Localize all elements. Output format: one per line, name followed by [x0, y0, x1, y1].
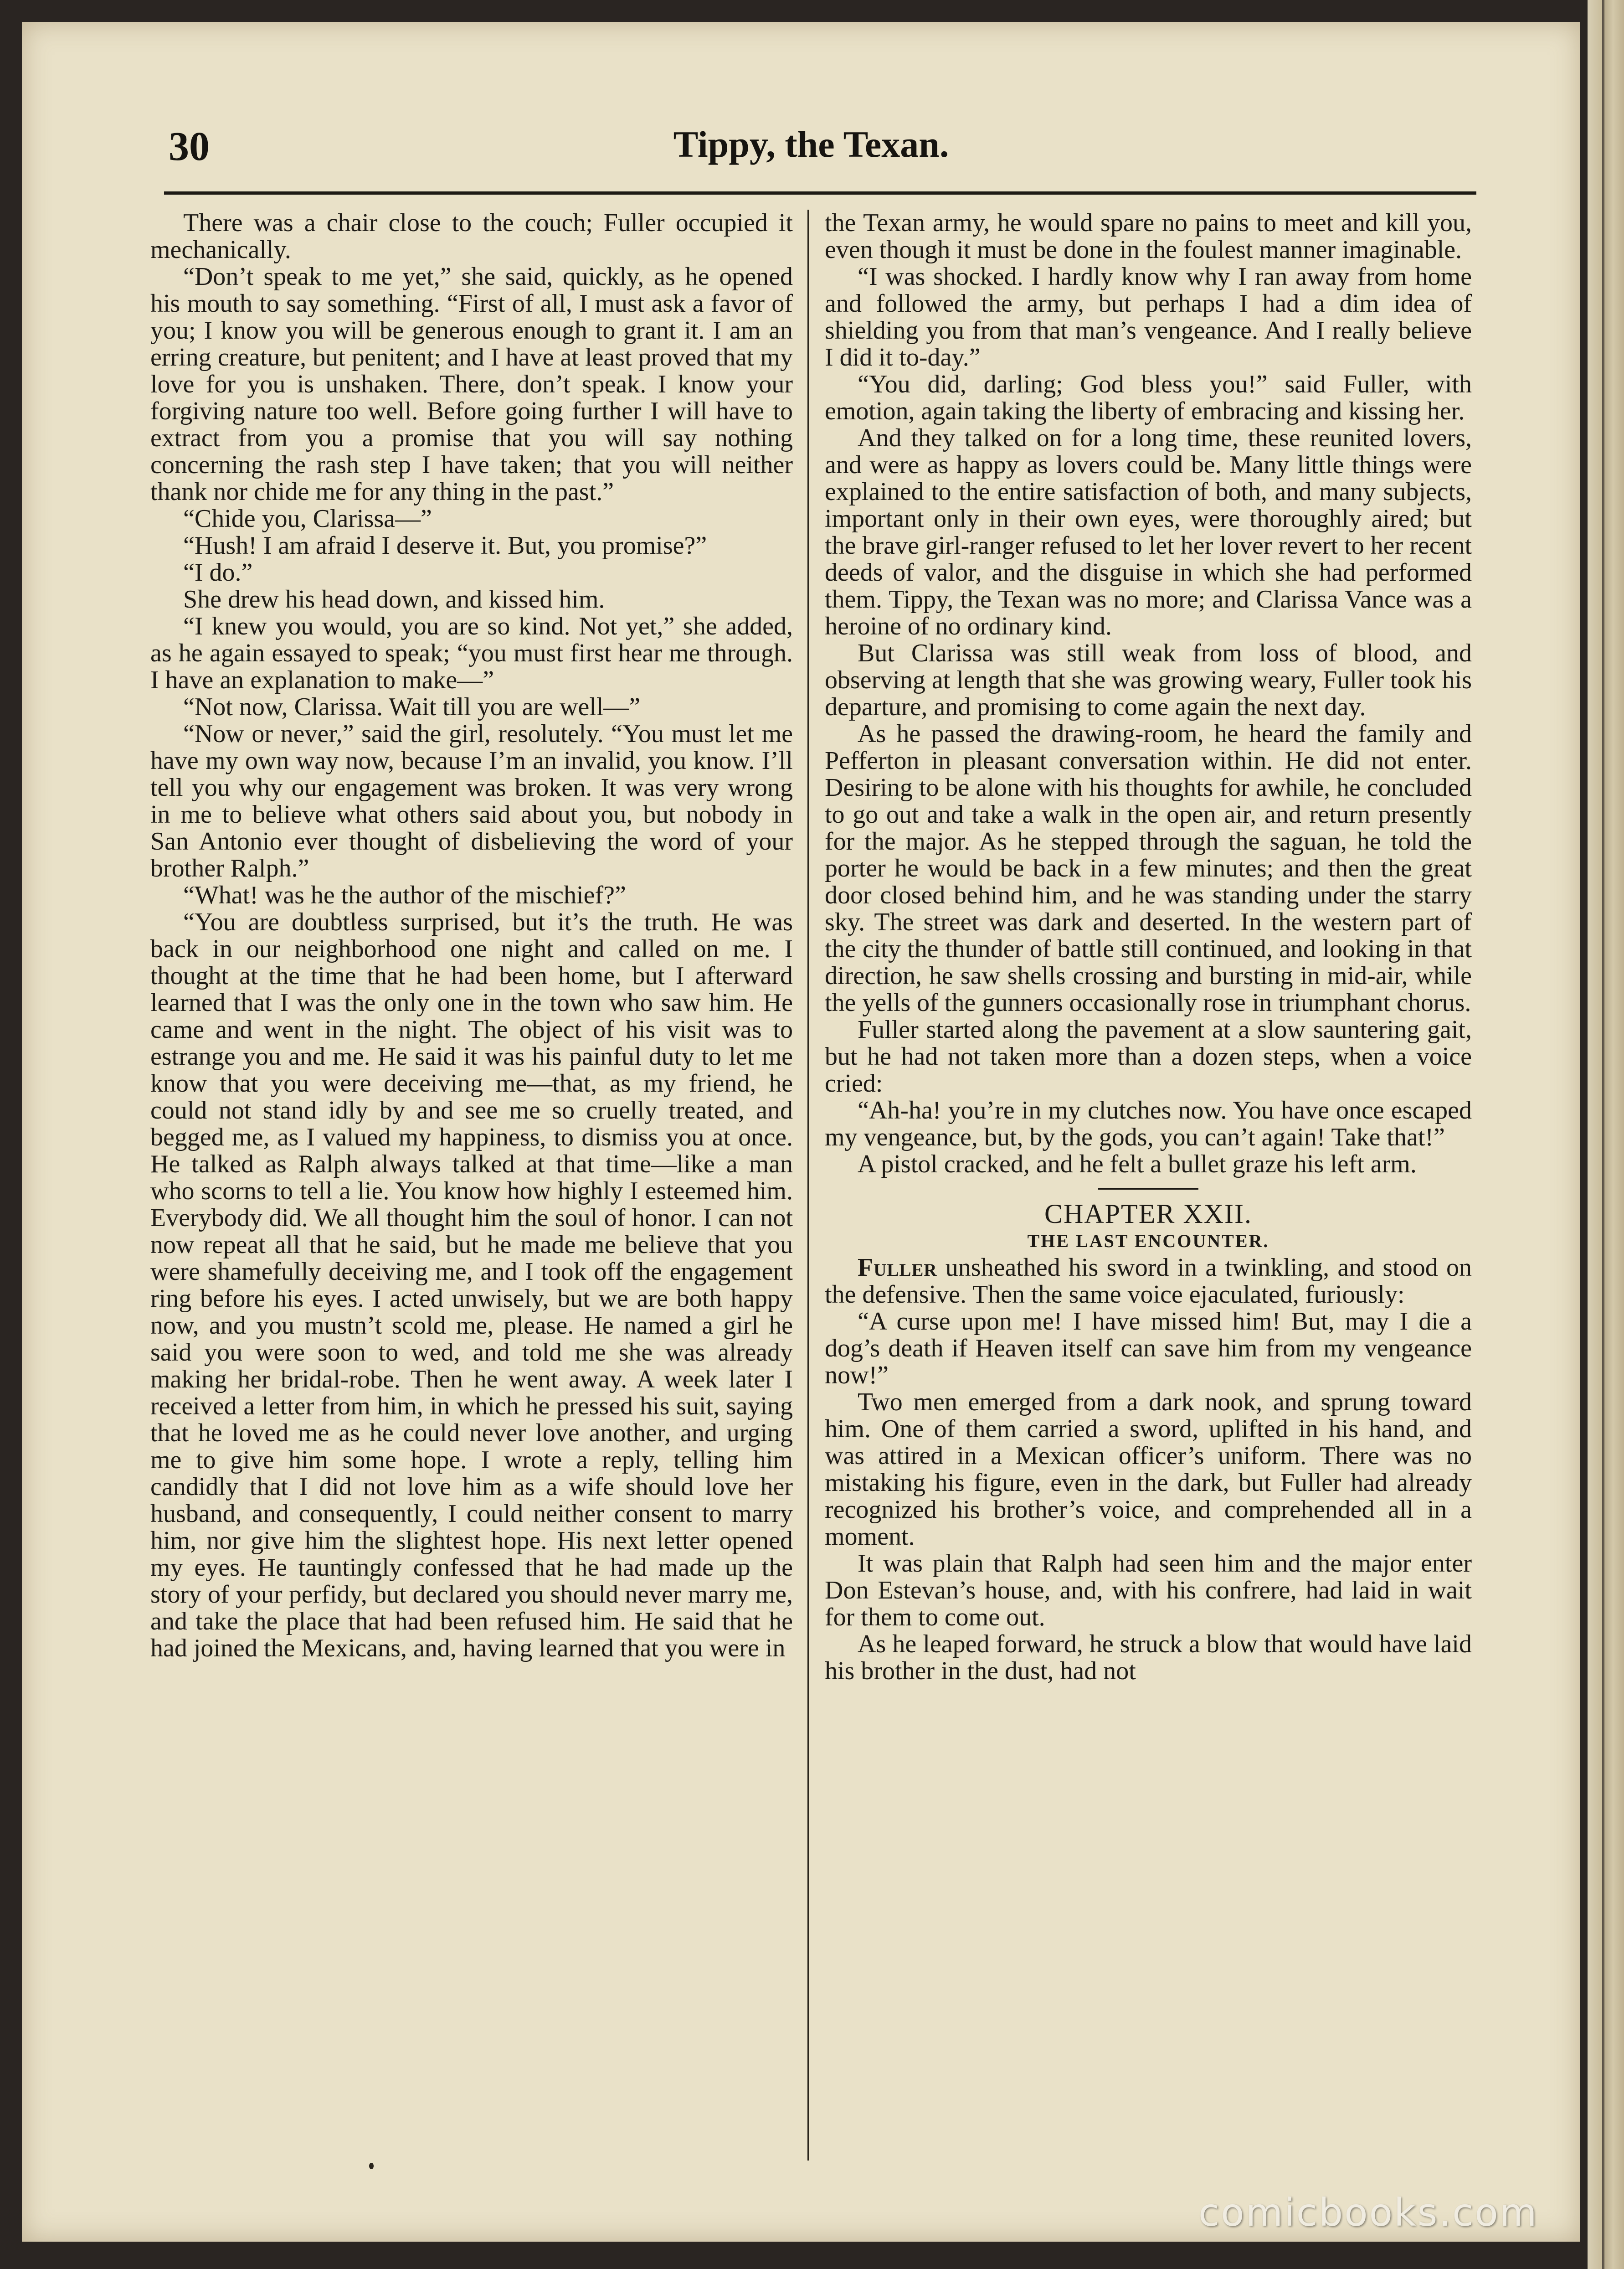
paragraph: “Ah-ha! you’re in my clutches now. You have once escaped my vengeance, but, by the gods, you can’t again! Take that!” — [825, 1096, 1472, 1151]
paragraph: “A curse upon me! I have missed him! But, may I die a dog’s death if Heaven itself can save him from my vengeance now!” — [825, 1307, 1472, 1389]
paragraph: “I was shocked. I hardly know why I ran away from home and followed the army, but perhaps I had a dim idea of shielding you from that man’s vengeance. And I really believe I did it to-day.” — [825, 263, 1472, 371]
paragraph: And they talked on for a long time, these reunited lovers, and were as happy as lovers could be. Many little things were explained to the entire satisfaction of both, and many subjects, important only in their own eyes, were thoroughly aired; but the brave girl-ranger refused to let her lover revert to her recent deeds of valor, and the disguise in which she had performed them. Tippy, the Texan was no more; and Clarissa Vance was a heroine of no ordinary kind. — [825, 424, 1472, 640]
paragraph: Fuller started along the pavement at a slow sauntering gait, but he had not taken more than a dozen steps, when a voice cried: — [825, 1016, 1472, 1098]
page-number: 30 — [169, 124, 210, 169]
running-head — [146, 123, 1476, 178]
paragraph: “Not now, Clarissa. Wait till you are well—” — [183, 693, 641, 721]
paragraph: “I knew you would, you are so kind. Not yet,” she added, as he again essayed to speak; “you must first hear me through. I have an explanation to make—” — [150, 612, 793, 694]
paragraph: As he passed the drawing-room, he heard the family and Pefferton in pleasant conversation within. He did not enter. Desiring to be alone with his thoughts for awhile, he concluded to go out and take a walk in the open air, and return presently for the major. As he stepped through the saguan, he told the porter he would be back in a few minutes; and then the great door closed behind him, and he was standing under the starry sky. The street was dark and deserted. In the western part of the city the thunder of battle still continued, and looking in that direction, he saw shells crossing and bursting in mid-air, while the yells of the gunners occasionally rose in triumphant chorus. — [825, 720, 1472, 1017]
column-divider — [807, 210, 809, 2161]
paragraph: Two men emerged from a dark nook, and sprung toward him. One of them carried a sword, uplifted in his hand, and was attired in a Mexican officer’s uniform. There was no mistaking his figure, even in the dark, but Fuller had already recognized his brother’s voice, and comprehended all in a moment. — [825, 1388, 1472, 1551]
paragraph: the Texan army, he would spare no pains to meet and kill you, even though it must be done in the foulest manner imaginable. — [825, 210, 1472, 264]
running-title: Tippy, the Texan. — [673, 124, 949, 165]
left-column — [150, 210, 793, 2156]
chapter-opening-text: unsheathed his sword in a twinkling, and stood on the defensive. Then the same voice ejaculated, furiously: — [825, 1253, 1472, 1309]
paragraph: “You are doubtless surprised, but it’s the truth. He was back in our neighborhood one night and called on me. I thought at the time that he had been home, but I afterward learned that I was the only one in the town who saw him. He came and went in the night. The object of his visit was to estrange you and me. He said it was his painful duty to let me know that you were deceiving me—that, as my friend, he could not stand idly by and see me so cruelly treated, and begged me, as I valued my happiness, to dismiss you at once. He talked as Ralph always talked at that time—like a man who scorns to tell a lie. You know how highly I esteemed him. Everybody did. We all thought him the soul of honor. I can not now repeat all that he said, but he made me believe that you were shamefully deceiving me, and I took off the engagement ring before his eyes. I acted unwisely, but we are both happy now, and you mustn’t scold me, please. He named a girl he said you were soon to wed, and told me she was already making her bridal-robe. Then he went away. A week later I received a letter from him, in which he pressed his suit, saying that he loved me as he could never love another, and urging me to give him some hope. I wrote a reply, telling him candidly that I did not love him as a wife should love her husband, and consequently, I could neither consent to marry him, nor give him the slightest hope. His next letter opened my eyes. He tauntingly confessed that he had made up the story of your perfidy, but declared you should never marry me, and take the place that had been refused him. He said that he had joined the Mexicans, and, having learned that you were in — [150, 908, 793, 1662]
chapter-subtitle: THE LAST ENCOUNTER. — [1027, 1231, 1269, 1251]
paragraph: She drew his head down, and kissed him. — [183, 585, 605, 614]
paragraph: It was plain that Ralph had seen him and the major enter Don Estevan’s house, and, with his confrere, had laid in wait for them to come out. — [825, 1549, 1472, 1631]
chapter-title: CHAPTER XXII. — [1044, 1199, 1252, 1229]
paragraph: A pistol cracked, and he felt a bullet graze his left arm. — [858, 1150, 1417, 1178]
paragraph: “Hush! I am afraid I deserve it. But, you promise?” — [183, 531, 707, 560]
paragraph: As he leaped forward, he struck a blow that would have laid his brother in the dust, had not — [825, 1630, 1472, 1685]
paragraph: But Clarissa was still weak from loss of blood, and observing at length that she was growing weary, Fuller took his departure, and promising to come again the next day. — [825, 639, 1472, 721]
paragraph: There was a chair close to the couch; Fuller occupied it mechanically. — [150, 210, 793, 264]
page-edge — [1588, 0, 1624, 2269]
right-column — [825, 210, 1472, 2156]
paragraph: “Don’t speak to me yet,” she said, quickly, as he opened his mouth to say something. “First of all, I must ask a favor of you; I know you will be generous enough to grant it. I am an erring creature, but penitent; and I have at least proved that my love for you is unshaken. There, don’t speak. I know your forgiving nature too well. Before going further I will have to extract from you a promise that you will say nothing concerning the rash step I have taken; that you will neither thank nor chide me for any thing in the past.” — [150, 263, 793, 506]
watermark: comicbooks.com — [1198, 2190, 1538, 2235]
paragraph: “Chide you, Clarissa—” — [183, 505, 432, 533]
header-rule — [164, 191, 1476, 195]
ink-speck — [369, 2163, 374, 2169]
chapter-opening-word: Fuller — [858, 1253, 937, 1282]
paragraph: “I do.” — [183, 558, 253, 587]
paragraph: “What! was he the author of the mischief?” — [183, 881, 626, 909]
chapter-rule — [1098, 1188, 1198, 1190]
paragraph: “You did, darling; God bless you!” said Fuller, with emotion, again taking the liberty of embracing and kissing her. — [825, 370, 1472, 425]
paragraph — [825, 1254, 1472, 1308]
paragraph: “Now or never,” said the girl, resolutely. “You must let me have my own way now, because I’m an invalid, you know. I’ll tell you why our engagement was broken. It was very wrong in me to believe what others said about you, but nobody in San Antonio ever thought of disbelieving the word of your brother Ralph.” — [150, 720, 793, 882]
